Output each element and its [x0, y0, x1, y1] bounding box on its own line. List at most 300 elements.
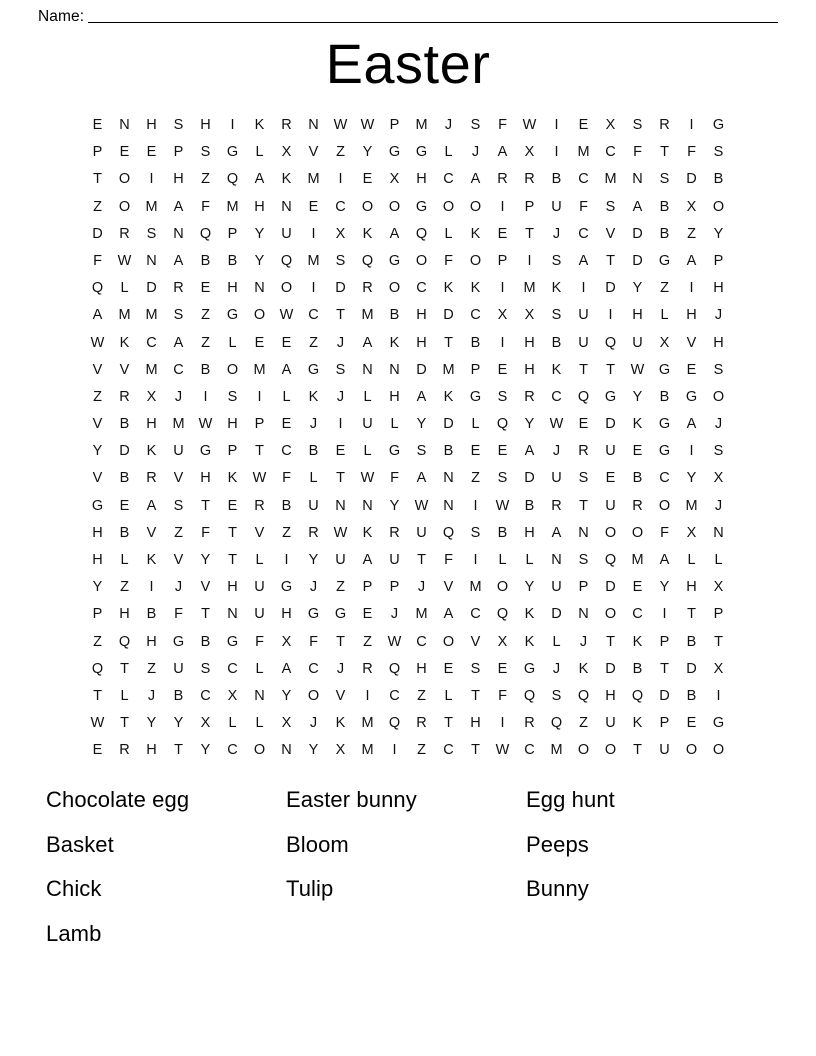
grid-cell[interactable]: K: [470, 280, 481, 297]
grid-cell[interactable]: V: [335, 687, 346, 704]
grid-cell[interactable]: D: [632, 225, 643, 242]
grid-cell[interactable]: Q: [631, 687, 644, 704]
grid-cell[interactable]: S: [551, 687, 562, 704]
grid-cell[interactable]: U: [416, 524, 427, 541]
grid-cell[interactable]: Q: [604, 334, 617, 351]
grid-cell[interactable]: U: [605, 497, 616, 514]
grid-cell[interactable]: Y: [254, 252, 265, 269]
grid-cell[interactable]: W: [117, 252, 132, 269]
grid-cell[interactable]: D: [416, 361, 427, 378]
grid-cell[interactable]: J: [336, 660, 345, 677]
grid-cell[interactable]: C: [227, 742, 238, 759]
grid-cell[interactable]: B: [119, 416, 130, 433]
grid-cell[interactable]: Q: [496, 416, 509, 433]
grid-cell[interactable]: V: [254, 524, 265, 541]
grid-cell[interactable]: G: [415, 144, 428, 161]
grid-cell[interactable]: V: [470, 633, 481, 650]
grid-cell[interactable]: X: [686, 524, 697, 541]
grid-cell[interactable]: H: [713, 280, 724, 297]
grid-cell[interactable]: T: [174, 742, 183, 759]
grid-cell[interactable]: E: [335, 443, 346, 460]
grid-cell[interactable]: V: [92, 416, 103, 433]
grid-cell[interactable]: S: [470, 524, 481, 541]
grid-cell[interactable]: A: [362, 334, 373, 351]
grid-cell[interactable]: H: [416, 307, 427, 324]
grid-cell[interactable]: H: [632, 307, 643, 324]
grid-cell[interactable]: G: [388, 443, 401, 460]
grid-cell[interactable]: E: [362, 606, 373, 623]
grid-cell[interactable]: Q: [604, 552, 617, 568]
grid-cell[interactable]: P: [389, 117, 400, 133]
grid-cell[interactable]: Q: [118, 633, 131, 650]
grid-cell[interactable]: I: [554, 144, 559, 161]
grid-cell[interactable]: Y: [686, 470, 697, 487]
grid-cell[interactable]: E: [443, 660, 454, 677]
grid-cell[interactable]: C: [443, 171, 454, 188]
grid-cell[interactable]: D: [605, 660, 616, 677]
grid-cell[interactable]: I: [581, 280, 586, 297]
grid-cell[interactable]: L: [714, 552, 723, 568]
grid-cell[interactable]: F: [282, 470, 291, 487]
grid-cell[interactable]: B: [200, 633, 211, 650]
grid-cell[interactable]: L: [120, 687, 129, 704]
grid-cell[interactable]: D: [146, 280, 157, 297]
grid-cell[interactable]: E: [362, 171, 373, 188]
grid-cell[interactable]: M: [361, 742, 374, 759]
grid-cell[interactable]: Y: [254, 225, 265, 242]
grid-cell[interactable]: T: [525, 225, 534, 242]
grid-cell[interactable]: T: [255, 443, 264, 460]
grid-cell[interactable]: M: [631, 552, 644, 568]
grid-cell[interactable]: B: [146, 606, 157, 623]
grid-cell[interactable]: L: [255, 715, 264, 732]
grid-cell[interactable]: V: [119, 361, 130, 378]
grid-cell[interactable]: G: [712, 715, 725, 732]
grid-cell[interactable]: H: [146, 117, 157, 133]
grid-cell[interactable]: B: [497, 524, 508, 541]
grid-cell[interactable]: K: [281, 171, 292, 188]
grid-cell[interactable]: Q: [199, 225, 212, 242]
grid-cell[interactable]: V: [92, 361, 103, 378]
grid-cell[interactable]: G: [334, 606, 347, 623]
grid-cell[interactable]: Z: [579, 715, 588, 732]
grid-cell[interactable]: H: [146, 416, 157, 433]
grid-cell[interactable]: W: [333, 117, 348, 133]
grid-cell[interactable]: G: [685, 388, 698, 405]
grid-cell[interactable]: G: [415, 198, 428, 215]
grid-cell[interactable]: W: [360, 117, 375, 133]
grid-cell[interactable]: I: [311, 225, 316, 242]
grid-cell[interactable]: Z: [336, 144, 345, 161]
grid-cell[interactable]: N: [389, 361, 400, 378]
grid-cell[interactable]: K: [551, 361, 562, 378]
grid-cell[interactable]: T: [93, 171, 102, 188]
grid-cell[interactable]: Q: [226, 171, 239, 188]
grid-cell[interactable]: I: [149, 579, 154, 596]
grid-cell[interactable]: T: [471, 687, 480, 704]
grid-cell[interactable]: I: [338, 416, 343, 433]
grid-cell[interactable]: E: [92, 742, 103, 759]
grid-cell[interactable]: U: [551, 198, 562, 215]
grid-cell[interactable]: T: [201, 606, 210, 623]
grid-cell[interactable]: O: [280, 280, 293, 297]
grid-cell[interactable]: C: [416, 280, 427, 297]
grid-cell[interactable]: D: [524, 470, 535, 487]
grid-cell[interactable]: Q: [388, 715, 401, 732]
grid-cell[interactable]: E: [92, 117, 103, 133]
grid-cell[interactable]: E: [497, 443, 508, 460]
grid-cell[interactable]: H: [470, 715, 481, 732]
grid-cell[interactable]: D: [686, 660, 697, 677]
grid-cell[interactable]: S: [551, 252, 562, 269]
grid-cell[interactable]: I: [608, 307, 613, 324]
grid-cell[interactable]: C: [551, 388, 562, 405]
grid-cell[interactable]: W: [333, 524, 348, 541]
grid-cell[interactable]: F: [390, 470, 399, 487]
grid-cell[interactable]: C: [335, 198, 346, 215]
grid-cell[interactable]: K: [308, 388, 319, 405]
grid-cell[interactable]: J: [471, 144, 480, 161]
grid-cell[interactable]: L: [444, 225, 453, 242]
grid-cell[interactable]: J: [579, 633, 588, 650]
grid-cell[interactable]: W: [90, 334, 105, 351]
grid-cell[interactable]: I: [257, 388, 262, 405]
grid-cell[interactable]: G: [226, 633, 239, 650]
grid-cell[interactable]: I: [230, 117, 235, 133]
grid-cell[interactable]: Q: [577, 687, 590, 704]
grid-cell[interactable]: S: [578, 552, 589, 568]
grid-cell[interactable]: X: [659, 334, 670, 351]
grid-cell[interactable]: J: [714, 307, 723, 324]
grid-cell[interactable]: L: [525, 552, 534, 568]
grid-cell[interactable]: H: [686, 307, 697, 324]
grid-cell[interactable]: W: [414, 497, 429, 514]
grid-cell[interactable]: J: [552, 660, 561, 677]
grid-cell[interactable]: R: [173, 280, 184, 297]
grid-cell[interactable]: T: [444, 334, 453, 351]
grid-cell[interactable]: T: [93, 687, 102, 704]
grid-cell[interactable]: H: [92, 524, 103, 541]
grid-cell[interactable]: S: [713, 443, 724, 460]
grid-cell[interactable]: D: [335, 280, 346, 297]
grid-cell[interactable]: G: [307, 606, 320, 623]
grid-cell[interactable]: S: [497, 470, 508, 487]
grid-cell[interactable]: Z: [201, 171, 210, 188]
grid-cell[interactable]: L: [498, 552, 507, 568]
grid-cell[interactable]: K: [443, 280, 454, 297]
grid-cell[interactable]: P: [92, 144, 103, 161]
grid-cell[interactable]: B: [632, 470, 643, 487]
grid-cell[interactable]: N: [119, 117, 130, 133]
grid-cell[interactable]: I: [527, 252, 532, 269]
grid-cell[interactable]: L: [687, 552, 696, 568]
word-list-item[interactable]: Chick: [46, 876, 102, 901]
grid-cell[interactable]: H: [416, 171, 427, 188]
grid-cell[interactable]: I: [365, 687, 370, 704]
grid-cell[interactable]: E: [119, 497, 130, 514]
grid-cell[interactable]: M: [415, 117, 428, 133]
grid-cell[interactable]: M: [469, 579, 482, 596]
grid-cell[interactable]: O: [253, 307, 266, 324]
grid-cell[interactable]: B: [659, 225, 670, 242]
grid-cell[interactable]: F: [498, 117, 507, 133]
grid-cell[interactable]: S: [146, 225, 157, 242]
grid-cell[interactable]: B: [173, 687, 184, 704]
grid-cell[interactable]: N: [632, 171, 643, 188]
grid-cell[interactable]: D: [551, 606, 562, 623]
grid-cell[interactable]: H: [713, 334, 724, 351]
grid-cell[interactable]: A: [524, 443, 535, 460]
grid-cell[interactable]: V: [92, 470, 103, 487]
grid-cell[interactable]: L: [228, 334, 237, 351]
grid-cell[interactable]: T: [228, 552, 237, 568]
grid-cell[interactable]: M: [550, 742, 563, 759]
grid-cell[interactable]: M: [307, 252, 320, 269]
grid-cell[interactable]: M: [361, 715, 374, 732]
grid-cell[interactable]: J: [552, 443, 561, 460]
grid-cell[interactable]: A: [416, 388, 427, 405]
grid-cell[interactable]: S: [227, 388, 238, 405]
grid-cell[interactable]: C: [416, 633, 427, 650]
grid-cell[interactable]: F: [174, 606, 183, 623]
grid-cell[interactable]: O: [712, 388, 725, 405]
grid-cell[interactable]: Z: [417, 687, 426, 704]
grid-cell[interactable]: T: [336, 307, 345, 324]
grid-cell[interactable]: X: [713, 579, 724, 596]
grid-cell[interactable]: O: [469, 252, 482, 269]
grid-cell[interactable]: Q: [523, 687, 536, 704]
grid-cell[interactable]: Z: [282, 524, 291, 541]
grid-cell[interactable]: R: [416, 715, 427, 732]
grid-cell[interactable]: X: [281, 144, 292, 161]
grid-cell[interactable]: Z: [93, 633, 102, 650]
grid-cell[interactable]: Q: [280, 252, 293, 269]
grid-cell[interactable]: Y: [524, 416, 535, 433]
grid-cell[interactable]: K: [254, 117, 265, 133]
grid-cell[interactable]: L: [471, 416, 480, 433]
grid-cell[interactable]: D: [632, 252, 643, 269]
grid-cell[interactable]: P: [713, 606, 724, 623]
grid-cell[interactable]: J: [309, 579, 318, 596]
grid-cell[interactable]: G: [712, 117, 725, 133]
grid-cell[interactable]: N: [362, 361, 373, 378]
grid-cell[interactable]: M: [577, 144, 590, 161]
grid-cell[interactable]: Y: [416, 416, 427, 433]
grid-cell[interactable]: F: [201, 524, 210, 541]
grid-cell[interactable]: O: [442, 198, 455, 215]
grid-cell[interactable]: T: [606, 252, 615, 269]
grid-cell[interactable]: E: [578, 117, 589, 133]
grid-cell[interactable]: O: [658, 497, 671, 514]
grid-cell[interactable]: R: [362, 280, 373, 297]
grid-cell[interactable]: E: [227, 497, 238, 514]
grid-cell[interactable]: R: [524, 388, 535, 405]
grid-cell[interactable]: T: [579, 361, 588, 378]
grid-cell[interactable]: B: [308, 443, 319, 460]
grid-cell[interactable]: G: [658, 443, 671, 460]
grid-cell[interactable]: X: [497, 633, 508, 650]
word-list-item[interactable]: Basket: [46, 831, 114, 857]
grid-cell[interactable]: N: [551, 552, 562, 568]
grid-cell[interactable]: Y: [173, 715, 184, 732]
grid-cell[interactable]: U: [173, 443, 184, 460]
grid-cell[interactable]: L: [228, 715, 237, 732]
grid-cell[interactable]: K: [578, 660, 589, 677]
grid-cell[interactable]: X: [335, 225, 346, 242]
grid-cell[interactable]: B: [281, 497, 292, 514]
grid-cell[interactable]: O: [307, 687, 320, 704]
grid-cell[interactable]: L: [120, 280, 129, 297]
grid-cell[interactable]: Y: [200, 552, 211, 568]
grid-cell[interactable]: S: [605, 198, 616, 215]
grid-cell[interactable]: B: [119, 524, 130, 541]
grid-cell[interactable]: S: [659, 171, 670, 188]
grid-cell[interactable]: L: [363, 443, 372, 460]
grid-cell[interactable]: E: [686, 715, 697, 732]
grid-cell[interactable]: E: [200, 280, 211, 297]
grid-cell[interactable]: X: [389, 171, 400, 188]
grid-cell[interactable]: G: [388, 144, 401, 161]
grid-cell[interactable]: R: [119, 742, 130, 759]
grid-cell[interactable]: C: [146, 334, 157, 351]
grid-cell[interactable]: M: [361, 307, 374, 324]
grid-cell[interactable]: B: [389, 307, 400, 324]
grid-cell[interactable]: E: [146, 144, 157, 161]
grid-cell[interactable]: B: [659, 388, 670, 405]
grid-cell[interactable]: T: [417, 552, 426, 568]
grid-cell[interactable]: Z: [201, 307, 210, 324]
grid-cell[interactable]: M: [307, 171, 320, 188]
grid-cell[interactable]: O: [118, 198, 131, 215]
grid-cell[interactable]: Y: [308, 742, 319, 759]
grid-cell[interactable]: I: [662, 606, 667, 623]
grid-cell[interactable]: A: [578, 252, 589, 269]
grid-cell[interactable]: E: [578, 416, 589, 433]
grid-cell[interactable]: I: [689, 117, 694, 133]
grid-cell[interactable]: A: [416, 470, 427, 487]
grid-cell[interactable]: J: [552, 225, 561, 242]
grid-cell[interactable]: R: [119, 225, 130, 242]
grid-cell[interactable]: P: [227, 225, 238, 242]
grid-cell[interactable]: N: [254, 280, 265, 297]
grid-cell[interactable]: Z: [660, 280, 669, 297]
grid-cell[interactable]: U: [335, 552, 346, 568]
grid-cell[interactable]: V: [308, 144, 319, 161]
grid-cell[interactable]: T: [660, 144, 669, 161]
grid-cell[interactable]: R: [659, 117, 670, 133]
grid-cell[interactable]: Q: [91, 280, 104, 297]
grid-cell[interactable]: X: [146, 388, 157, 405]
grid-cell[interactable]: C: [578, 171, 589, 188]
grid-cell[interactable]: M: [172, 416, 185, 433]
grid-cell[interactable]: H: [416, 334, 427, 351]
grid-cell[interactable]: P: [173, 144, 184, 161]
grid-cell[interactable]: E: [119, 144, 130, 161]
grid-cell[interactable]: F: [687, 144, 696, 161]
grid-cell[interactable]: G: [307, 361, 320, 378]
grid-cell[interactable]: K: [632, 633, 643, 650]
grid-cell[interactable]: I: [392, 742, 397, 759]
grid-cell[interactable]: Q: [361, 252, 374, 269]
grid-cell[interactable]: J: [309, 715, 318, 732]
grid-cell[interactable]: O: [226, 361, 239, 378]
grid-cell[interactable]: J: [147, 687, 156, 704]
grid-cell[interactable]: I: [473, 497, 478, 514]
name-write-line[interactable]: [88, 21, 778, 23]
grid-cell[interactable]: A: [659, 552, 670, 568]
grid-cell[interactable]: F: [201, 198, 210, 215]
grid-cell[interactable]: T: [714, 633, 723, 650]
grid-cell[interactable]: R: [497, 171, 508, 188]
grid-cell[interactable]: R: [281, 117, 292, 133]
grid-cell[interactable]: X: [281, 633, 292, 650]
grid-cell[interactable]: L: [444, 687, 453, 704]
grid-cell[interactable]: X: [281, 715, 292, 732]
grid-cell[interactable]: O: [604, 742, 617, 759]
grid-cell[interactable]: B: [524, 497, 535, 514]
grid-cell[interactable]: E: [686, 361, 697, 378]
grid-cell[interactable]: O: [496, 579, 509, 596]
grid-cell[interactable]: Y: [524, 579, 535, 596]
grid-cell[interactable]: W: [279, 307, 294, 324]
grid-cell[interactable]: I: [500, 715, 505, 732]
grid-cell[interactable]: J: [390, 606, 399, 623]
grid-cell[interactable]: A: [281, 361, 292, 378]
grid-cell[interactable]: A: [92, 307, 103, 324]
grid-cell[interactable]: K: [146, 552, 157, 568]
grid-cell[interactable]: A: [173, 198, 184, 215]
grid-cell[interactable]: L: [660, 307, 669, 324]
grid-cell[interactable]: I: [473, 552, 478, 568]
grid-cell[interactable]: H: [146, 633, 157, 650]
grid-cell[interactable]: B: [659, 198, 670, 215]
grid-cell[interactable]: F: [444, 252, 453, 269]
grid-cell[interactable]: P: [713, 252, 724, 269]
grid-cell[interactable]: S: [470, 660, 481, 677]
word-list-item[interactable]: Tulip: [286, 876, 334, 901]
grid-cell[interactable]: R: [551, 497, 562, 514]
grid-cell[interactable]: G: [91, 497, 104, 514]
grid-cell[interactable]: S: [632, 117, 643, 133]
grid-cell[interactable]: S: [173, 307, 184, 324]
grid-cell[interactable]: S: [497, 388, 508, 405]
grid-cell[interactable]: X: [605, 117, 616, 133]
grid-cell[interactable]: W: [495, 742, 510, 759]
grid-cell[interactable]: T: [228, 524, 237, 541]
grid-cell[interactable]: E: [605, 470, 616, 487]
grid-cell[interactable]: D: [119, 443, 130, 460]
grid-cell[interactable]: S: [200, 660, 211, 677]
grid-cell[interactable]: K: [362, 225, 373, 242]
grid-cell[interactable]: M: [118, 307, 131, 324]
grid-cell[interactable]: N: [578, 606, 589, 623]
grid-cell[interactable]: X: [227, 687, 238, 704]
grid-cell[interactable]: L: [255, 144, 264, 161]
grid-cell[interactable]: Y: [632, 280, 643, 297]
grid-cell[interactable]: C: [578, 225, 589, 242]
grid-cell[interactable]: O: [388, 280, 401, 297]
grid-cell[interactable]: Q: [496, 606, 509, 623]
grid-cell[interactable]: G: [172, 633, 185, 650]
grid-cell[interactable]: J: [714, 416, 723, 433]
grid-cell[interactable]: P: [92, 606, 103, 623]
grid-cell[interactable]: H: [524, 334, 535, 351]
grid-cell[interactable]: T: [120, 715, 129, 732]
grid-cell[interactable]: C: [308, 307, 319, 324]
grid-cell[interactable]: G: [658, 252, 671, 269]
grid-cell[interactable]: A: [632, 198, 643, 215]
grid-cell[interactable]: Z: [120, 579, 129, 596]
